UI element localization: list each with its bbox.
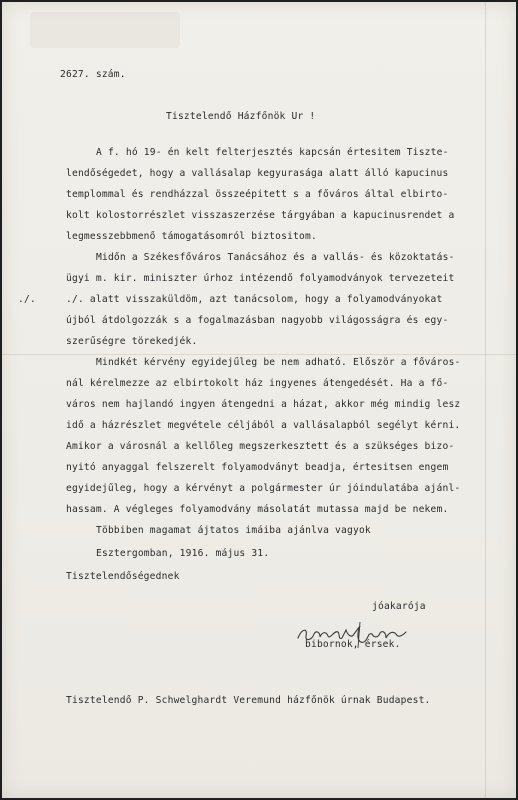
body-line: Amikor a városnál a kellőleg megszerkesztett és a szükséges bizo- [66,441,455,452]
body-line: templommal és rendházzal összeépitett s a főváros által elbirto- [66,189,449,200]
body-line: hassam. A végleges folyamodvány másolatát mutassa majd be nekem. [66,504,449,515]
body-line: nyitó anyaggal felszerelt folyamodványt beadja, értesitsen engem [66,462,449,473]
document-number: 2627. szám. [60,69,126,80]
body-line: ügyi m. kir. miniszter úrhoz intézendő folyamodványok tervezeteit [66,273,455,284]
embossed-letterhead [30,12,180,48]
body-line: nál kérelmezze az elbirtokolt ház ingyenes átengedését. Ha a fő- [66,378,449,389]
place-and-date: Esztergomban, 1916. május 31. [96,548,270,559]
address-line: Tisztelendő P. Schwelghardt Veremund házfőnök úrnak Budapest. [66,695,431,706]
addressee-dative: Tisztelendőségednek [66,571,180,582]
body-line: egyidejűleg, hogy a kérvényt a polgármester úr jóindulatába ajánl- [66,483,461,494]
salutation: Tisztelendő Házfőnök Ur ! [166,111,316,122]
closing: jóakarója [372,601,426,612]
letter-page [2,2,516,798]
fold-crease-horizontal [2,354,516,355]
body-line: idő a házrészlet megvétele céljából a vallásalapból segélyt kérni. [66,420,461,431]
body-line: Többiben magamat ájtatos imáiba ajánlva vagyok [96,525,371,536]
body-line: lendőségedet, hogy a vallásalap kegyurasága alatt álló kapucinus [66,168,449,179]
signer-title: bibornok, érsek. [305,639,401,650]
body-line: szerűségre törekedjék. [66,336,198,347]
body-line: újból átdolgozzák s a fogalmazásban nagyobb világosságra és egy- [66,315,449,326]
body-line: Midőn a Székesfőváros Tanácsához és a vallás- és közoktatás- [96,252,455,263]
body-line: legmesszebbmenő támogatásomról biztositom. [66,231,317,242]
margin-mark: ./. [18,294,36,305]
fold-crease-vertical [485,2,486,798]
body-line: kolt kolostorrészlet visszaszerzése tárgyában a kapucinusrendet a [66,210,455,221]
body-line: város nem hajlandó ingyen átengedni a házat, akkor még mindig lesz [66,399,461,410]
body-line: A f. hó 19- én kelt felterjesztés kapcsán értesitem Tiszte- [96,147,449,158]
body-line: Mindkét kérvény egyidejűleg be nem adható. Először a főváros- [96,357,461,368]
body-line: ./. alatt visszaküldöm, azt tanácsolom, hogy a folyamodványokat [66,294,443,305]
